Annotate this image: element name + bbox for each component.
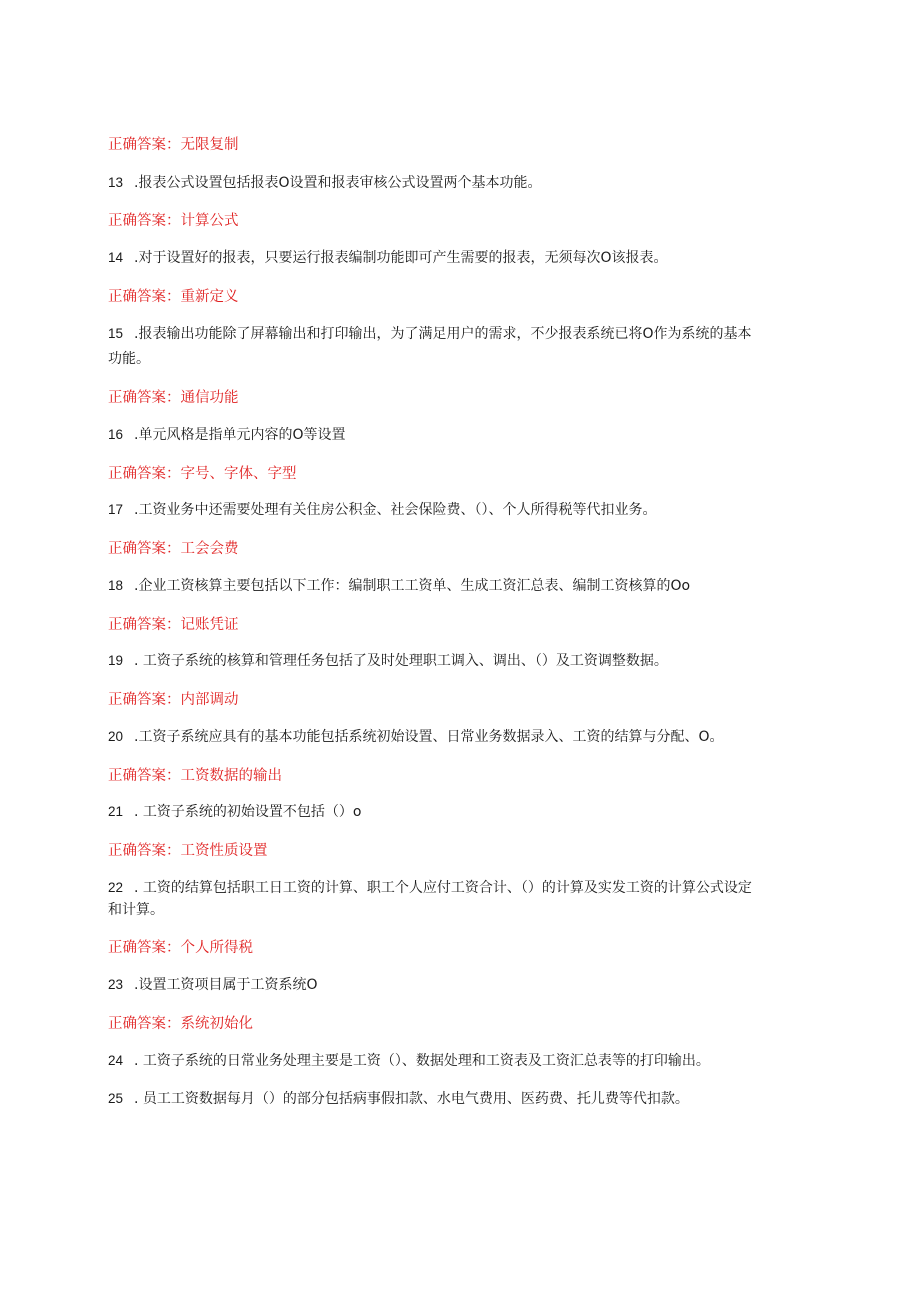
answer-line xyxy=(108,939,253,957)
question-number: 21 xyxy=(108,804,124,819)
question-text: .企业工资核算主要包括以下工作：编制职工工资单、生成工资汇总表、编制工资核算的Oo xyxy=(134,578,691,594)
answer-prefix: 正确答案： xyxy=(108,768,181,784)
question-22-continuation xyxy=(108,898,828,922)
question-13 xyxy=(108,171,828,195)
answer-prefix: 正确答案： xyxy=(108,843,181,859)
question-text: .设置工资项目属于工资系统O xyxy=(134,977,318,993)
question-text: .对于设置好的报表，只要运行报表编制功能即可产生需要的报表，无须每次O该报表。 xyxy=(134,250,668,266)
question-number: 18 xyxy=(108,578,124,593)
answer-prefix: 正确答案： xyxy=(108,940,181,956)
question-number: 25 xyxy=(108,1091,124,1106)
question-16 xyxy=(108,423,828,447)
question-number: 20 xyxy=(108,729,124,744)
question-number: 22 xyxy=(108,880,124,895)
answer-prefix: 正确答案： xyxy=(108,466,181,482)
question-text: .工资业务中还需要处理有关住房公积金、社会保险费、（）、个人所得税等代扣业务。 xyxy=(134,502,657,518)
question-number: 19 xyxy=(108,653,124,668)
question-text: . 工资的结算包括职工日工资的计算、职工个人应付工资合计、（）的计算及实发工资的计算公式设定 xyxy=(134,880,752,896)
answer-line xyxy=(108,1015,253,1033)
question-24 xyxy=(108,1049,828,1073)
question-number: 13 xyxy=(108,175,124,190)
question-text: . 工资子系统的核算和管理任务包括了及时处理职工调入、调出、（）及工资调整数据。 xyxy=(134,653,668,669)
answer-text: 通信功能 xyxy=(180,390,239,406)
answer-prefix: 正确答案： xyxy=(108,289,181,305)
answer-text: 个人所得税 xyxy=(180,940,253,956)
question-number: 23 xyxy=(108,977,124,992)
answer-prefix: 正确答案： xyxy=(108,692,181,708)
answer-text: 工会会费 xyxy=(180,541,239,557)
question-text-continuation: 功能。 xyxy=(108,351,150,367)
answer-line xyxy=(108,212,239,230)
answer-text: 重新定义 xyxy=(180,289,239,305)
question-22 xyxy=(108,876,828,900)
answer-text: 工资数据的输出 xyxy=(180,768,282,784)
answer-prefix: 正确答案： xyxy=(108,617,181,633)
answer-text: 计算公式 xyxy=(180,213,239,229)
question-text: . 员工工资数据每月（）的部分包括病事假扣款、水电气费用、医药费、托儿费等代扣款。 xyxy=(134,1091,689,1107)
answer-prefix: 正确答案： xyxy=(108,390,181,406)
question-14 xyxy=(108,246,828,270)
question-number: 24 xyxy=(108,1053,124,1068)
answer-prefix: 正确答案： xyxy=(108,541,181,557)
question-20 xyxy=(108,725,828,749)
answer-line xyxy=(108,465,297,483)
answer-prefix: 正确答案： xyxy=(108,1016,181,1032)
answer-text: 字号、字体、字型 xyxy=(180,466,297,482)
question-21 xyxy=(108,800,828,824)
question-19 xyxy=(108,649,828,673)
question-text: . 工资子系统的日常业务处理主要是工资（）、数据处理和工资表及工资汇总表等的打印输出。 xyxy=(134,1053,710,1069)
answer-prefix: 正确答案： xyxy=(108,213,181,229)
question-15 xyxy=(108,322,828,346)
answer-text: 工资性质设置 xyxy=(180,843,268,859)
question-17 xyxy=(108,498,828,522)
question-18 xyxy=(108,574,828,598)
question-text: .报表公式设置包括报表O设置和报表审核公式设置两个基本功能。 xyxy=(134,175,542,191)
question-number: 15 xyxy=(108,326,124,341)
question-25 xyxy=(108,1087,828,1111)
answer-text: 系统初始化 xyxy=(180,1016,253,1032)
answer-line xyxy=(108,691,239,709)
question-text-continuation: 和计算。 xyxy=(108,902,164,918)
question-text: .报表输出功能除了屏幕输出和打印输出，为了满足用户的需求，不少报表系统已将O作为系统的基本 xyxy=(134,326,752,342)
question-text: .单元风格是指单元内容的O等设置 xyxy=(134,427,346,443)
question-23 xyxy=(108,973,828,997)
answer-line xyxy=(108,288,239,306)
answer-line xyxy=(108,616,239,634)
answer-line xyxy=(108,136,239,154)
answer-line xyxy=(108,842,268,860)
answer-text: 记账凭证 xyxy=(180,617,239,633)
answer-text: 内部调动 xyxy=(180,692,239,708)
question-number: 16 xyxy=(108,427,124,442)
question-text: . 工资子系统的初始设置不包括（）o xyxy=(134,804,362,820)
answer-text: 无限复制 xyxy=(180,137,239,153)
question-number: 14 xyxy=(108,250,124,265)
question-15-continuation xyxy=(108,347,828,371)
answer-line xyxy=(108,767,282,785)
answer-line xyxy=(108,389,239,407)
question-number: 17 xyxy=(108,502,124,517)
answer-prefix: 正确答案： xyxy=(108,137,181,153)
question-text: .工资子系统应具有的基本功能包括系统初始设置、日常业务数据录入、工资的结算与分配、O。 xyxy=(134,729,724,745)
answer-line xyxy=(108,540,239,558)
